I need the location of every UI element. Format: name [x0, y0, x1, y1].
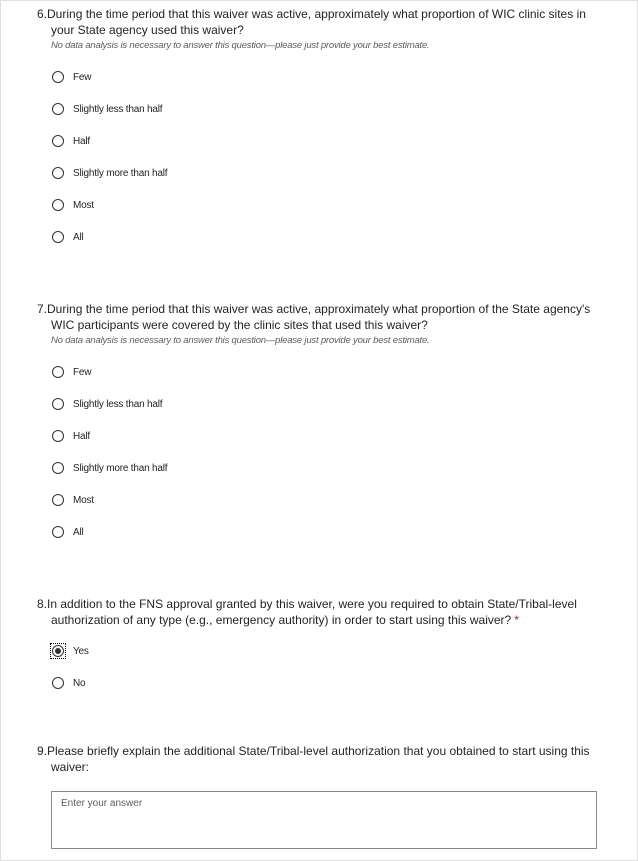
question-9 — [37, 743, 602, 775]
radio-icon[interactable] — [52, 103, 64, 115]
option-half[interactable]: Half — [52, 420, 602, 452]
answer-textbox[interactable] — [51, 791, 597, 849]
option-all[interactable]: All — [52, 516, 602, 548]
option-most[interactable]: Most — [52, 484, 602, 516]
options-group — [37, 61, 602, 253]
question-title: 6.During the time period that this waiver was active, approximately what proportion of WIC clinic sites in your State agency used this waiver? — [37, 7, 586, 37]
focus-outline — [50, 643, 66, 659]
options-group — [37, 356, 602, 548]
radio-icon[interactable] — [52, 677, 64, 689]
option-most[interactable]: Most — [52, 189, 602, 221]
radio-icon[interactable] — [52, 231, 64, 243]
answer-input[interactable] — [52, 792, 596, 848]
radio-selected-icon[interactable] — [52, 645, 64, 657]
option-slightly-less-than-half[interactable]: Slightly less than half — [52, 93, 602, 125]
options-group — [37, 635, 602, 699]
radio-icon[interactable] — [52, 526, 64, 538]
question-8 — [37, 596, 602, 699]
radio-icon[interactable] — [52, 135, 64, 147]
option-all[interactable]: All — [52, 221, 602, 253]
option-slightly-less-than-half[interactable]: Slightly less than half — [52, 388, 602, 420]
question-note: No data analysis is necessary to answer this question—please just provide your best estimate. — [51, 335, 430, 346]
option-no[interactable]: No — [52, 667, 602, 699]
option-few[interactable]: Few — [52, 61, 602, 93]
radio-icon[interactable] — [52, 430, 64, 442]
option-slightly-more-than-half[interactable]: Slightly more than half — [52, 452, 602, 484]
radio-icon[interactable] — [52, 71, 64, 83]
radio-icon[interactable] — [52, 398, 64, 410]
option-half[interactable]: Half — [52, 125, 602, 157]
radio-icon[interactable] — [52, 199, 64, 211]
radio-icon[interactable] — [52, 167, 64, 179]
option-slightly-more-than-half[interactable]: Slightly more than half — [52, 157, 602, 189]
question-title: 9.Please briefly explain the additional State/Tribal-level authorization that you obtained to start using this waiver: — [37, 744, 590, 774]
radio-icon[interactable] — [52, 366, 64, 378]
radio-icon[interactable] — [52, 494, 64, 506]
option-yes[interactable]: Yes — [52, 635, 602, 667]
question-title: 7.During the time period that this waiver was active, approximately what proportion of the State agency's WIC participants were covered by the clinic sites that used this waiver? — [37, 302, 591, 332]
question-7 — [37, 301, 602, 548]
required-mark: * — [514, 613, 519, 627]
question-6 — [37, 6, 602, 253]
question-title: 8.In addition to the FNS approval granted by this waiver, were you required to obtain State/Tribal-level authorization of any type (e.g., emergency authority) in order to start using this waiver? * — [37, 597, 577, 627]
option-few[interactable]: Few — [52, 356, 602, 388]
question-note: No data analysis is necessary to answer this question—please just provide your best estimate. — [51, 40, 430, 51]
radio-icon[interactable] — [52, 462, 64, 474]
